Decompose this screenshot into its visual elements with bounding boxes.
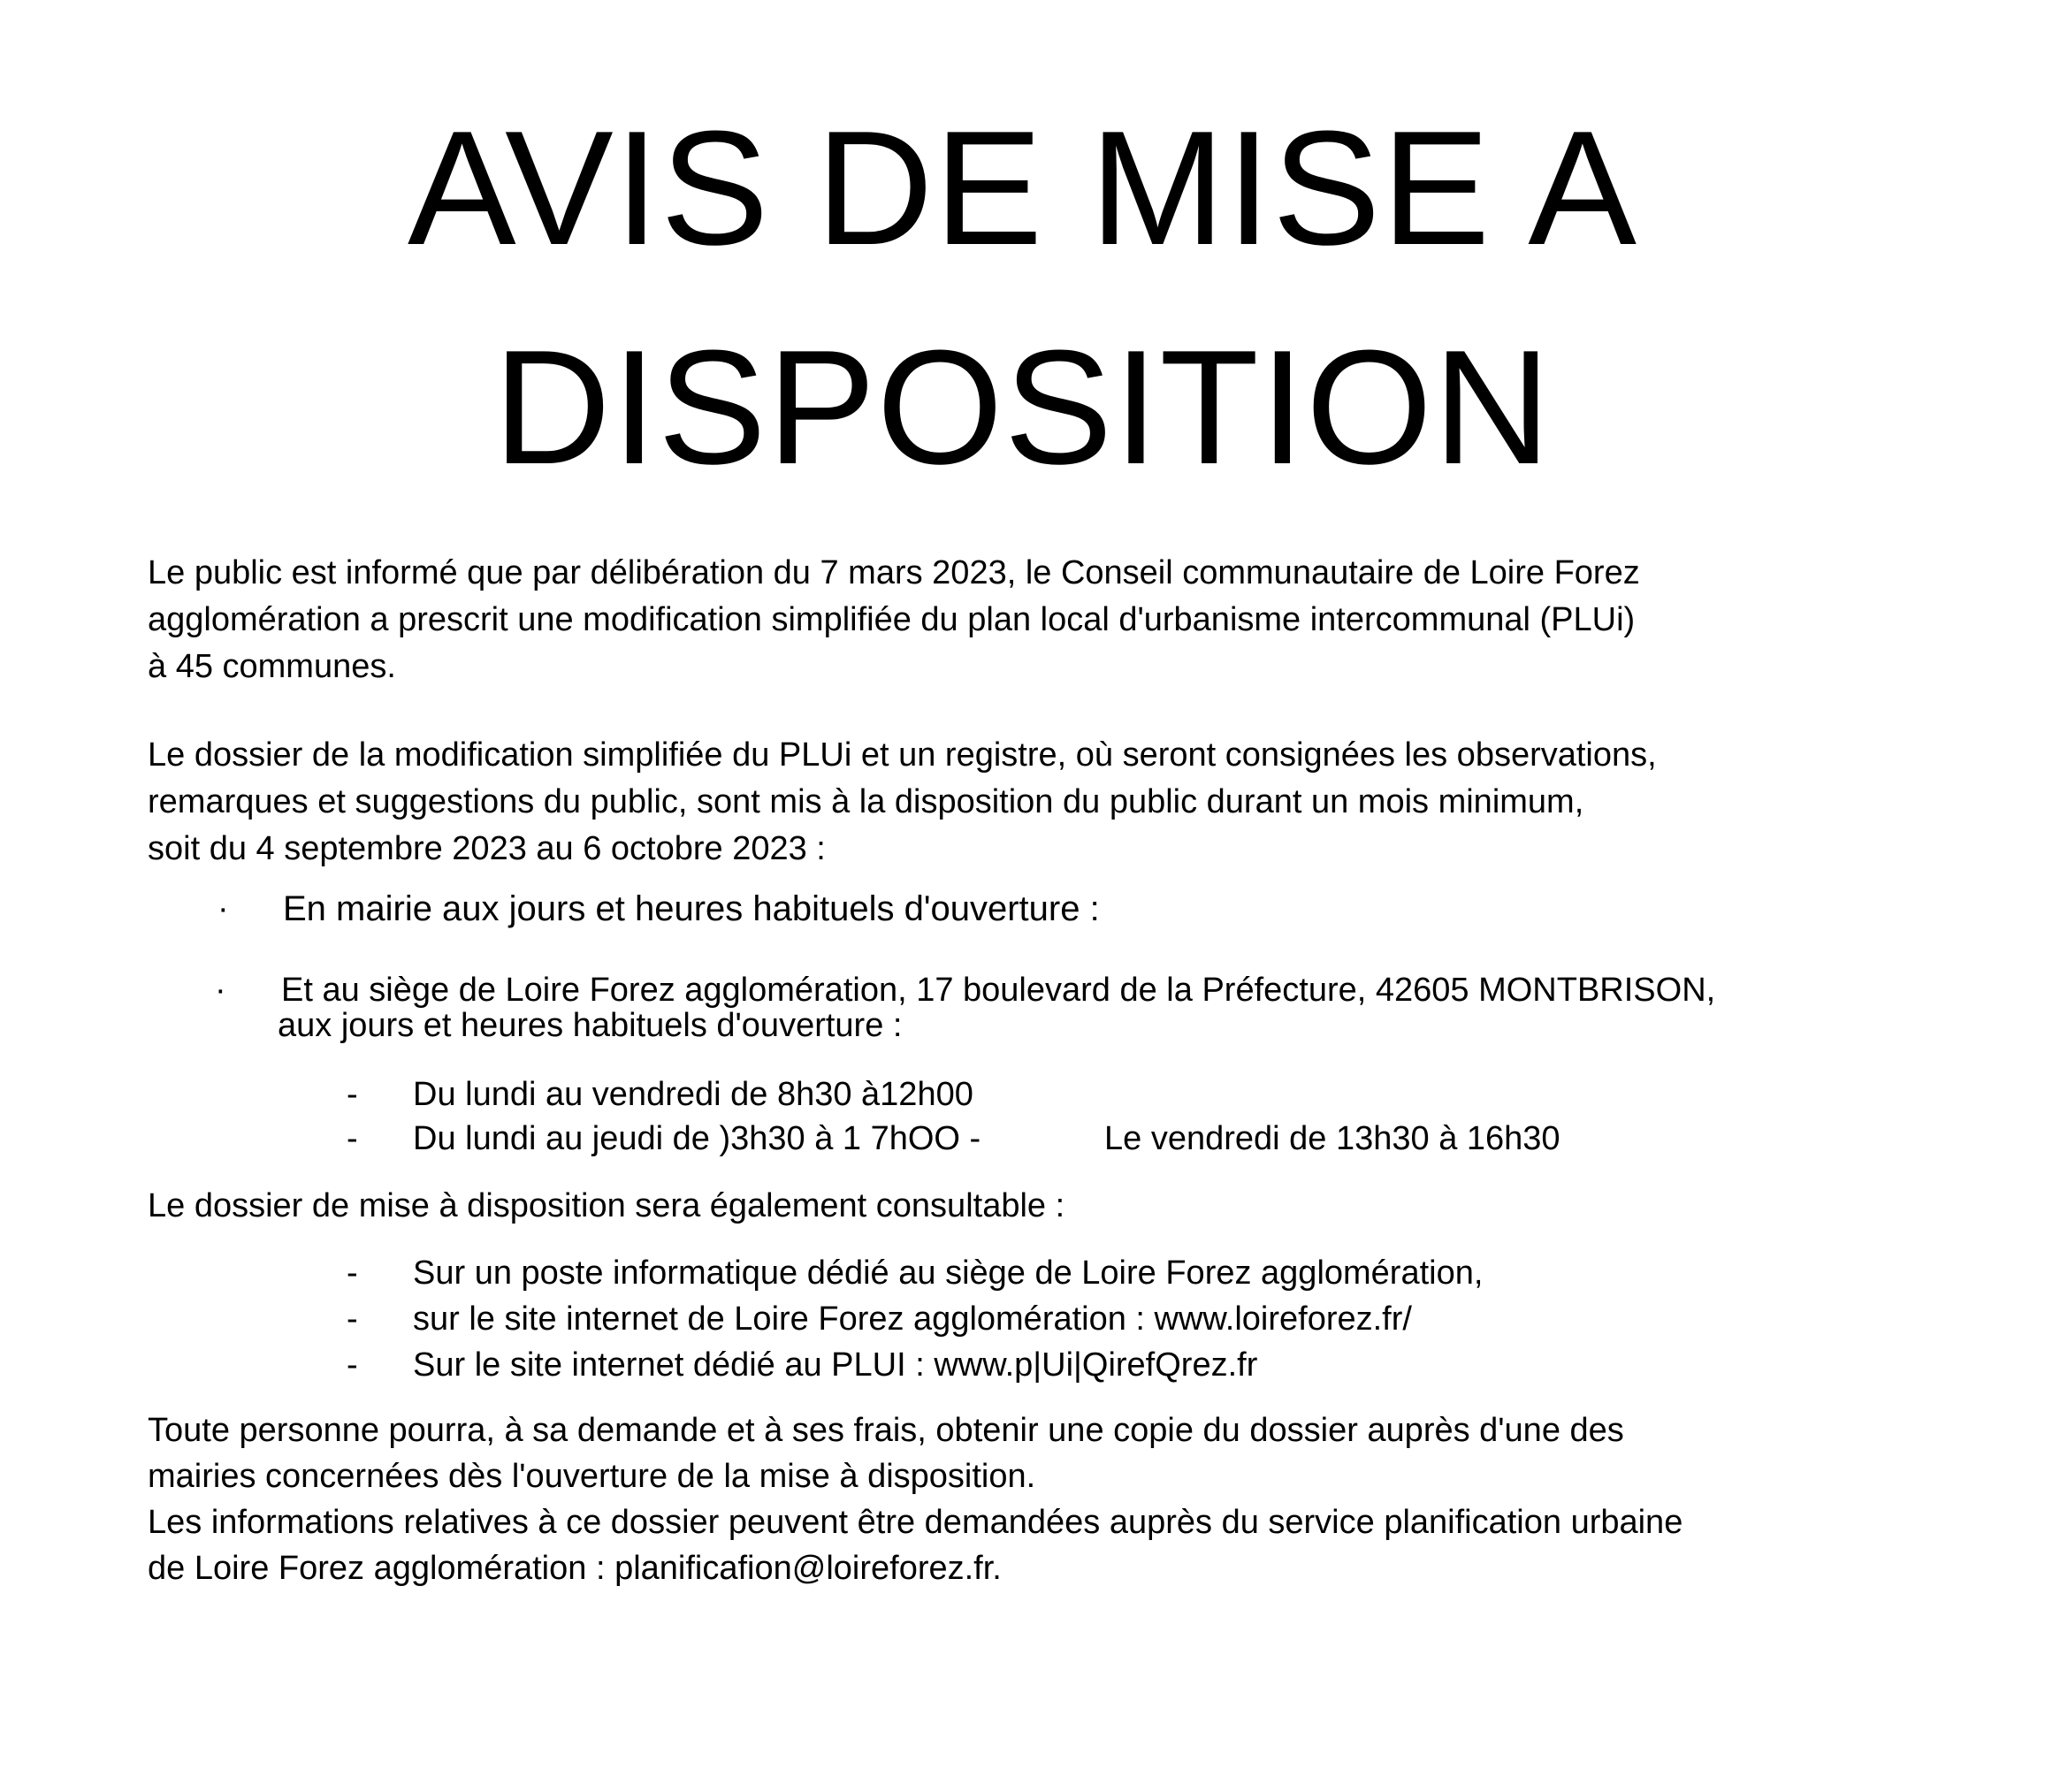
consult-dash-3: -: [347, 1346, 358, 1384]
closing-line-4: de Loire Forez agglomération : planificafion@loireforez.fr.: [148, 1550, 1002, 1587]
dossier-line-2: remarques et suggestions du public, sont mis à la disposition du public durant un mois minimum,: [148, 783, 1584, 820]
dossier-paragraph: [148, 732, 1987, 873]
page-title-line-1: AVIS DE MISE A: [407, 96, 1638, 278]
consult-dash-2: -: [347, 1300, 358, 1338]
consult-item-3: Sur le site internet dédié au PLUI : www.p|Ui|QirefQrez.fr: [413, 1346, 1258, 1384]
hours-item-1: Du lundi au vendredi de 8h30 à12h00: [413, 1076, 973, 1113]
page-title-line-2: DISPOSITION: [493, 316, 1552, 498]
intro-paragraph: [148, 550, 1987, 690]
closing-line-1: Toute personne pourra, à sa demande et à ses frais, obtenir une copie du dossier auprès d'une des: [148, 1412, 1624, 1449]
consult-item-1: Sur un poste informatique dédié au siège de Loire Forez agglomération,: [413, 1254, 1484, 1292]
hours-dash-1: -: [347, 1076, 358, 1113]
bullet-mairie: ·: [217, 890, 229, 927]
hours-item-2a: Du lundi au jeudi de )3h30 à 1 7hOO -: [413, 1120, 981, 1157]
intro-line-2: agglomération a prescrit une modification simplifiée du plan local d'urbanisme intercommunal (PLUi): [148, 601, 1636, 638]
dossier-line-1: Le dossier de la modification simplifiée du PLUi et un registre, où seront consignées les observations,: [148, 736, 1657, 774]
intro-line-1: Le public est informé que par délibération du 7 mars 2023, le Conseil communautaire de Loire Forez: [148, 554, 1640, 591]
consult-dash-1: -: [347, 1254, 358, 1292]
closing-line-3: Les informations relatives à ce dossier peuvent être demandées auprès du service planification urbaine: [148, 1504, 1683, 1541]
intro-line-3: à 45 communes.: [148, 648, 396, 685]
hours-dash-2: -: [347, 1120, 358, 1157]
consult-intro: Le dossier de mise à disposition sera également consultable :: [148, 1187, 1065, 1224]
place-siege-line-2: aux jours et heures habituels d'ouverture :: [278, 1007, 903, 1044]
place-siege-line-1: Et au siège de Loire Forez agglomération, 17 boulevard de la Préfecture, 42605 MONTBRISON,: [281, 972, 1716, 1009]
consult-item-2: sur le site internet de Loire Forez agglomération : www.loireforez.fr/: [413, 1300, 1412, 1338]
place-mairie: En mairie aux jours et heures habituels d'ouverture :: [283, 889, 1100, 928]
hours-item-2b: Le vendredi de 13h30 à 16h30: [1104, 1120, 1560, 1157]
dossier-line-3: soit du 4 septembre 2023 au 6 octobre 2023 :: [148, 830, 826, 867]
closing-paragraph: [148, 1407, 1987, 1591]
closing-line-2: mairies concernées dès l'ouverture de la mise à disposition.: [148, 1458, 1036, 1495]
bullet-siege: ·: [215, 972, 226, 1009]
